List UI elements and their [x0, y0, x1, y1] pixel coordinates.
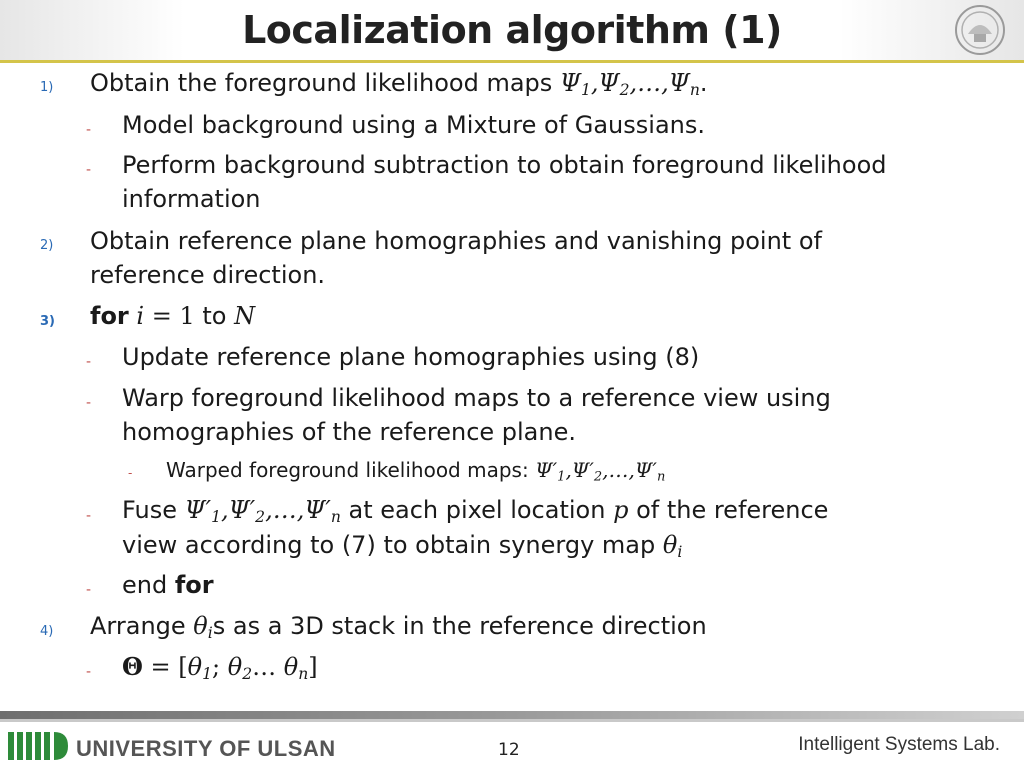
- loop-math: i: [136, 302, 145, 330]
- footer-bar-accent: [0, 719, 1024, 722]
- step-2-text-line2: reference direction.: [90, 261, 326, 289]
- step-number: 2): [40, 238, 54, 253]
- bullet-dash: -: [86, 122, 92, 138]
- step-number: 4): [40, 624, 54, 639]
- step-4-post: s as a 3D stack in the reference direction: [212, 612, 707, 640]
- title-underline: [0, 60, 1024, 63]
- warped-psi-math: $\Psi'_1,\Psi'_2,\dots,\Psi'_n$: [535, 458, 666, 485]
- fuse-word: Fuse: [122, 496, 185, 524]
- bullet-dash: -: [86, 508, 92, 524]
- university-seal-icon: [954, 4, 1006, 56]
- psi-sequence-math: $\Psi_1,\Psi_2,\dots,\Psi_n$: [559, 69, 700, 99]
- step-2-text-line1: Obtain reference plane homographies and vanishing point of: [90, 227, 822, 255]
- slide-title: Localization algorithm (1): [242, 8, 782, 52]
- step-3c-mid: at each pixel location: [340, 496, 614, 524]
- step-1b-text-line1: Perform background subtraction to obtain foreground likelihood: [122, 151, 887, 179]
- step-3b-text-line2: homographies of the reference plane.: [122, 418, 576, 446]
- ulsan-logo-icon: [6, 728, 70, 764]
- end-word: end: [122, 571, 175, 599]
- step-number: 1): [40, 80, 54, 95]
- lab-name: Intelligent Systems Lab.: [798, 734, 1000, 755]
- step-3c-text-line2: [122, 531, 682, 561]
- bullet-dash: -: [86, 664, 92, 680]
- page-number: 12: [498, 740, 520, 760]
- step-3b1-label: Warped foreground likelihood maps:: [166, 458, 536, 482]
- theta-stack-equation: $\Theta = [\theta_1$; $\theta_2\dots$ $\theta_n$]: [122, 652, 318, 683]
- for-keyword: for: [174, 571, 214, 599]
- step-3b1-text: [166, 458, 665, 484]
- bullet-dash: -: [86, 395, 92, 411]
- step-3d-text: [122, 571, 214, 599]
- bullet-dash: -: [86, 582, 92, 598]
- for-keyword: for: [90, 302, 129, 330]
- step-3a-text: Update reference plane homographies using (8): [122, 343, 700, 371]
- university-name: UNIVERSITY OF ULSAN: [76, 736, 336, 761]
- to-word: to: [202, 302, 227, 330]
- step-number: 3): [40, 314, 55, 329]
- bullet-dash: -: [86, 354, 92, 370]
- step-3b-text-line1: Warp foreground likelihood maps to a reference view using: [122, 384, 831, 412]
- step-1-text: Obtain the foreground likelihood maps $\Psi_1,\Psi_2,\dots,\Psi_n$.: [90, 69, 708, 99]
- footer-bar: [0, 711, 1024, 719]
- theta-math: $\theta_i$: [193, 612, 213, 642]
- warped-psi-math: $\Psi'_1,\Psi'_2,\dots,\Psi'_n$: [184, 496, 341, 526]
- arrange-word: Arrange: [90, 612, 194, 640]
- step-3c-text-line1: Fuse $\Psi'_1,\Psi'_2,\dots,\Psi'_n$ at each pixel location p of the reference: [122, 496, 829, 526]
- step-3c-post: of the reference: [628, 496, 829, 524]
- step-1b-text-line2: information: [122, 185, 261, 213]
- step-1-label: Obtain the foreground likelihood maps: [90, 69, 560, 97]
- slide-header: [0, 0, 1024, 62]
- step-3c-line2-label: view according to (7) to obtain synergy map: [122, 531, 663, 559]
- theta-math: $\theta_i$: [662, 531, 683, 561]
- step-3-text: for i = 1 to N: [90, 302, 256, 330]
- step-4-text: [90, 612, 707, 642]
- step-1a-text: Model background using a Mixture of Gaussians.: [122, 111, 705, 139]
- bullet-dash: -: [128, 466, 133, 480]
- bullet-dash: -: [86, 162, 92, 178]
